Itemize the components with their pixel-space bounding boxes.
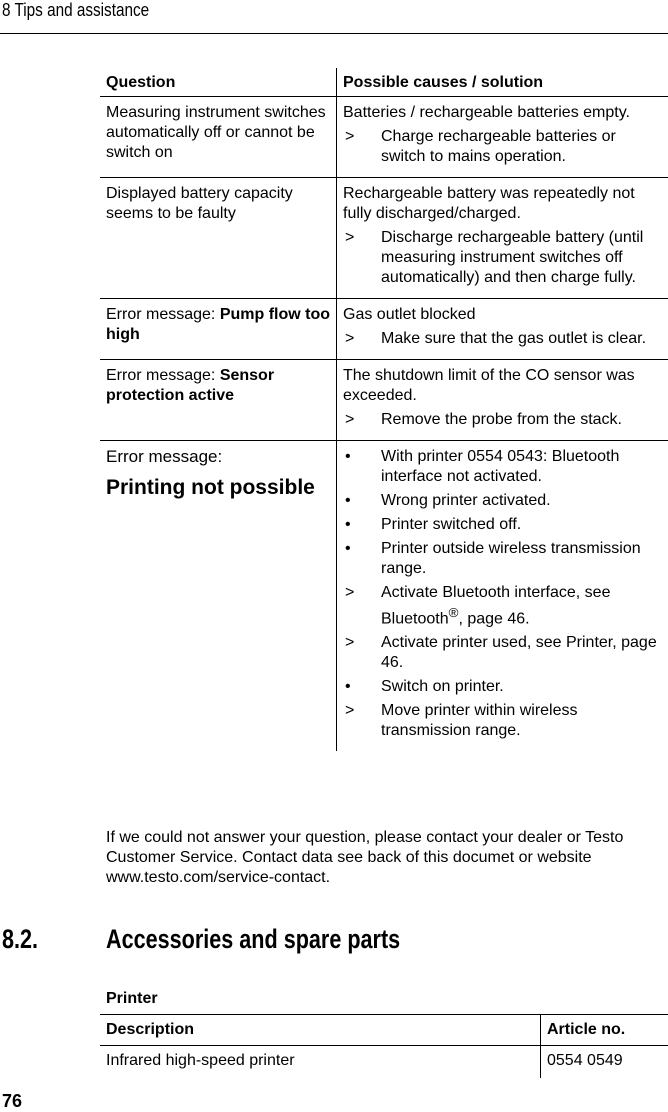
- solution-item: [343, 447, 662, 487]
- item-text-pre: Activate Bluetooth interface, see Bluetooth: [381, 584, 610, 627]
- contact-paragraph: If we could not answer your question, please contact your dealer or Testo Customer Service. Contact data see back of this documet or website www.testo.com/service-contact.: [106, 828, 666, 888]
- header-title: 8 Tips and assistance: [2, 0, 149, 21]
- registered-mark: ®: [449, 605, 459, 620]
- item-text: Make sure that the gas outlet is clear.: [381, 329, 662, 349]
- error-name: Printing not possible: [106, 473, 330, 503]
- item-marker: •: [343, 677, 381, 697]
- section-number: 8.2.: [2, 924, 38, 955]
- item-text: Printer switched off.: [381, 515, 662, 535]
- question-cell: [100, 299, 337, 360]
- table-header-row: [100, 1015, 668, 1046]
- item-marker: >: [343, 410, 381, 430]
- error-name: Sensor protection active: [106, 367, 274, 404]
- table-header-row: [100, 68, 668, 97]
- solution-item: [343, 491, 662, 511]
- item-marker: >: [343, 329, 381, 349]
- item-text: [381, 583, 662, 629]
- solution-item: [343, 127, 662, 167]
- cause-text: Rechargeable battery was repeatedly not fully discharged/charged.: [343, 184, 662, 224]
- table-row: [100, 178, 668, 299]
- question-cell: [100, 360, 337, 441]
- column-header-question: Question: [100, 68, 337, 97]
- item-text: With printer 0554 0543: Bluetooth interface not activated.: [381, 447, 662, 487]
- solution-cell: [337, 360, 668, 441]
- solution-item: [343, 228, 662, 288]
- column-header-article: Article no.: [541, 1015, 668, 1046]
- cause-text: Batteries / rechargeable batteries empty.: [343, 103, 662, 123]
- section-title: Accessories and spare parts: [106, 924, 400, 955]
- question-cell: Displayed battery capacity seems to be faulty: [100, 178, 337, 299]
- solution-cell: [337, 97, 668, 178]
- solution-item: [343, 677, 662, 697]
- description-cell: Infrared high-speed printer: [100, 1046, 541, 1079]
- question-cell: [100, 441, 337, 752]
- cause-text: The shutdown limit of the CO sensor was exceeded.: [343, 366, 662, 406]
- table-row: [100, 97, 668, 178]
- table-row: [100, 1046, 668, 1079]
- item-text: Printer outside wireless transmission range.: [381, 539, 662, 579]
- item-marker: •: [343, 539, 381, 579]
- table-row: [100, 299, 668, 360]
- item-text: Remove the probe from the stack.: [381, 410, 662, 430]
- article-cell: 0554 0549: [541, 1046, 668, 1079]
- item-marker: >: [343, 228, 381, 288]
- item-marker: •: [343, 491, 381, 511]
- page-number: 76: [2, 1091, 22, 1112]
- solution-item: [343, 329, 662, 349]
- accessories-table: [100, 1014, 668, 1078]
- table-row: [100, 441, 668, 752]
- solution-item: [343, 583, 662, 629]
- printer-heading: Printer: [106, 990, 158, 1008]
- item-marker: •: [343, 515, 381, 535]
- question-cell: Measuring instrument switches automatically off or cannot be switch on: [100, 97, 337, 178]
- question-prefix: Error message:: [106, 367, 220, 384]
- solution-item: [343, 701, 662, 741]
- solution-cell: [337, 441, 668, 752]
- item-text: Discharge rechargeable battery (until measuring instrument switches off automatically) and then charge fully.: [381, 228, 662, 288]
- solution-cell: [337, 178, 668, 299]
- item-marker: >: [343, 583, 381, 629]
- question-prefix: Error message:: [106, 447, 330, 467]
- solution-item: [343, 633, 662, 673]
- solution-item: [343, 410, 662, 430]
- item-text: Wrong printer activated.: [381, 491, 662, 511]
- troubleshooting-table: [100, 68, 668, 751]
- item-marker: >: [343, 701, 381, 741]
- table-row: [100, 360, 668, 441]
- item-marker: >: [343, 127, 381, 167]
- solution-item: [343, 539, 662, 579]
- question-prefix: Error message:: [106, 306, 220, 323]
- item-text: Switch on printer.: [381, 677, 662, 697]
- cause-text: Gas outlet blocked: [343, 305, 662, 325]
- item-text-post: , page 46.: [458, 610, 529, 627]
- item-marker: >: [343, 633, 381, 673]
- column-header-solution: Possible causes / solution: [337, 68, 668, 97]
- column-header-description: Description: [100, 1015, 541, 1046]
- item-text: Activate printer used, see Printer, page 46.: [381, 633, 662, 673]
- item-text: Charge rechargeable batteries or switch to mains operation.: [381, 127, 662, 167]
- solution-item: [343, 515, 662, 535]
- error-name: Pump flow too high: [106, 306, 330, 343]
- page-header: [0, 0, 668, 34]
- solution-cell: [337, 299, 668, 360]
- item-marker: •: [343, 447, 381, 487]
- item-text: Move printer within wireless transmission range.: [381, 701, 662, 741]
